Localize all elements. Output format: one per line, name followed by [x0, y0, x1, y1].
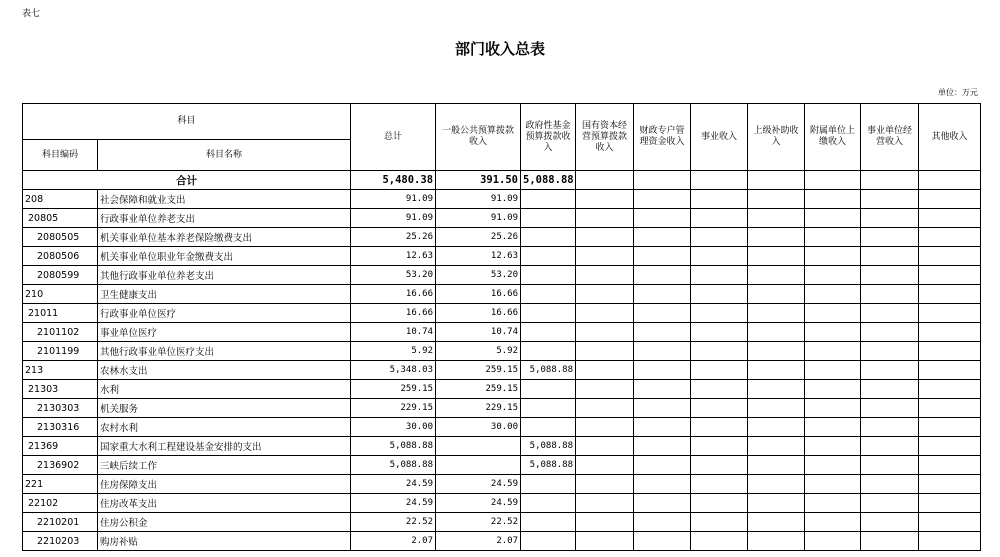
subject-name-cell: 其他行政事业单位养老支出	[98, 266, 351, 285]
total-sum: 5,480.38	[351, 171, 436, 190]
empty-cell	[919, 456, 981, 475]
empty-cell	[634, 361, 691, 380]
subject-name-cell: 其他行政事业单位医疗支出	[98, 342, 351, 361]
empty-cell	[919, 532, 981, 551]
total-empty-cell	[861, 171, 919, 190]
empty-cell	[748, 475, 805, 494]
subject-code-cell: 2130316	[23, 418, 98, 437]
total-empty-cell	[919, 171, 981, 190]
table-row	[23, 475, 981, 494]
general-budget-cell: 10.74	[436, 323, 521, 342]
empty-cell	[576, 513, 634, 532]
total-fund: 5,088.88	[521, 171, 576, 190]
subject-code-cell: 22102	[23, 494, 98, 513]
empty-cell	[576, 228, 634, 247]
total-cell: 30.00	[351, 418, 436, 437]
empty-cell	[861, 456, 919, 475]
general-budget-cell: 91.09	[436, 209, 521, 228]
general-budget-cell: 30.00	[436, 418, 521, 437]
empty-cell	[691, 323, 748, 342]
empty-cell	[919, 228, 981, 247]
empty-cell	[691, 247, 748, 266]
empty-cell	[576, 209, 634, 228]
empty-cell	[634, 285, 691, 304]
general-budget-cell: 16.66	[436, 304, 521, 323]
empty-cell	[691, 228, 748, 247]
gov-fund-cell	[521, 380, 576, 399]
empty-cell	[805, 456, 861, 475]
empty-cell	[805, 380, 861, 399]
empty-cell	[748, 532, 805, 551]
empty-cell	[691, 437, 748, 456]
total-general: 391.50	[436, 171, 521, 190]
empty-cell	[634, 228, 691, 247]
empty-cell	[691, 304, 748, 323]
empty-cell	[861, 209, 919, 228]
header-fiscal-special: 财政专户管理资金收入	[634, 104, 691, 171]
total-cell: 91.09	[351, 190, 436, 209]
empty-cell	[919, 437, 981, 456]
header-total: 总计	[351, 104, 436, 171]
subject-code-cell: 208	[23, 190, 98, 209]
table-row	[23, 342, 981, 361]
empty-cell	[748, 228, 805, 247]
subject-name-cell: 机关事业单位职业年金缴费支出	[98, 247, 351, 266]
gov-fund-cell	[521, 532, 576, 551]
table-row	[23, 399, 981, 418]
empty-cell	[634, 494, 691, 513]
general-budget-cell	[436, 437, 521, 456]
total-label: 合计	[23, 171, 351, 190]
empty-cell	[576, 494, 634, 513]
gov-fund-cell	[521, 190, 576, 209]
subject-code-cell: 2101199	[23, 342, 98, 361]
table-row	[23, 285, 981, 304]
total-cell: 12.63	[351, 247, 436, 266]
empty-cell	[691, 418, 748, 437]
empty-cell	[748, 342, 805, 361]
gov-fund-cell	[521, 418, 576, 437]
general-budget-cell: 229.15	[436, 399, 521, 418]
empty-cell	[748, 304, 805, 323]
empty-cell	[805, 209, 861, 228]
table-row	[23, 266, 981, 285]
empty-cell	[805, 266, 861, 285]
subject-code-cell: 2210201	[23, 513, 98, 532]
gov-fund-cell: 5,088.88	[521, 437, 576, 456]
subject-code-cell: 20805	[23, 209, 98, 228]
table-tag: 表七	[22, 9, 41, 19]
total-empty-cell	[748, 171, 805, 190]
empty-cell	[691, 380, 748, 399]
subject-name-cell: 住房改革支出	[98, 494, 351, 513]
gov-fund-cell	[521, 304, 576, 323]
empty-cell	[748, 437, 805, 456]
empty-cell	[634, 456, 691, 475]
header-operating: 事业单位经营收入	[861, 104, 919, 171]
empty-cell	[919, 475, 981, 494]
total-empty-cell	[805, 171, 861, 190]
empty-cell	[805, 399, 861, 418]
empty-cell	[576, 247, 634, 266]
empty-cell	[634, 190, 691, 209]
general-budget-cell: 12.63	[436, 247, 521, 266]
subject-name-cell: 事业单位医疗	[98, 323, 351, 342]
subject-code-cell: 2136902	[23, 456, 98, 475]
general-budget-cell: 5.92	[436, 342, 521, 361]
empty-cell	[919, 190, 981, 209]
subject-name-cell: 农林水支出	[98, 361, 351, 380]
empty-cell	[919, 323, 981, 342]
empty-cell	[805, 532, 861, 551]
total-cell: 24.59	[351, 494, 436, 513]
empty-cell	[691, 532, 748, 551]
total-cell: 229.15	[351, 399, 436, 418]
empty-cell	[691, 190, 748, 209]
empty-cell	[576, 266, 634, 285]
empty-cell	[576, 342, 634, 361]
empty-cell	[748, 380, 805, 399]
empty-cell	[805, 513, 861, 532]
empty-cell	[805, 342, 861, 361]
table-row	[23, 456, 981, 475]
empty-cell	[748, 399, 805, 418]
empty-cell	[919, 361, 981, 380]
empty-cell	[634, 475, 691, 494]
empty-cell	[861, 285, 919, 304]
empty-cell	[748, 190, 805, 209]
empty-cell	[805, 247, 861, 266]
empty-cell	[805, 228, 861, 247]
gov-fund-cell	[521, 209, 576, 228]
empty-cell	[748, 456, 805, 475]
general-budget-cell	[436, 456, 521, 475]
gov-fund-cell	[521, 323, 576, 342]
total-empty-cell	[691, 171, 748, 190]
empty-cell	[691, 494, 748, 513]
empty-cell	[861, 323, 919, 342]
gov-fund-cell: 5,088.88	[521, 456, 576, 475]
empty-cell	[576, 418, 634, 437]
total-cell: 22.52	[351, 513, 436, 532]
empty-cell	[576, 323, 634, 342]
empty-cell	[691, 475, 748, 494]
general-budget-cell: 16.66	[436, 285, 521, 304]
header-state-capital: 国有资本经营预算拨款收入	[576, 104, 634, 171]
subject-code-cell: 213	[23, 361, 98, 380]
subject-name-cell: 社会保障和就业支出	[98, 190, 351, 209]
total-cell: 91.09	[351, 209, 436, 228]
total-cell: 2.07	[351, 532, 436, 551]
general-budget-cell: 259.15	[436, 380, 521, 399]
empty-cell	[576, 456, 634, 475]
unit-label: 单位：万元	[938, 88, 978, 97]
empty-cell	[634, 247, 691, 266]
gov-fund-cell	[521, 228, 576, 247]
general-budget-cell: 22.52	[436, 513, 521, 532]
general-budget-cell: 2.07	[436, 532, 521, 551]
header-name: 科目名称	[98, 140, 351, 171]
total-cell: 16.66	[351, 304, 436, 323]
empty-cell	[861, 494, 919, 513]
empty-cell	[691, 266, 748, 285]
total-cell: 16.66	[351, 285, 436, 304]
empty-cell	[748, 323, 805, 342]
empty-cell	[748, 209, 805, 228]
empty-cell	[805, 285, 861, 304]
header-code: 科目编码	[23, 140, 98, 171]
empty-cell	[748, 418, 805, 437]
income-table	[22, 103, 981, 551]
empty-cell	[805, 475, 861, 494]
table-row	[23, 513, 981, 532]
total-cell: 5.92	[351, 342, 436, 361]
subject-code-cell: 2130303	[23, 399, 98, 418]
empty-cell	[805, 361, 861, 380]
empty-cell	[691, 342, 748, 361]
empty-cell	[634, 209, 691, 228]
table-row	[23, 437, 981, 456]
empty-cell	[576, 399, 634, 418]
total-cell: 5,088.88	[351, 456, 436, 475]
gov-fund-cell	[521, 266, 576, 285]
subject-name-cell: 水利	[98, 380, 351, 399]
empty-cell	[805, 494, 861, 513]
empty-cell	[576, 380, 634, 399]
subject-name-cell: 机关事业单位基本养老保险缴费支出	[98, 228, 351, 247]
empty-cell	[634, 380, 691, 399]
empty-cell	[634, 266, 691, 285]
table-row	[23, 494, 981, 513]
empty-cell	[861, 475, 919, 494]
empty-cell	[919, 247, 981, 266]
table-row	[23, 380, 981, 399]
empty-cell	[748, 266, 805, 285]
empty-cell	[576, 361, 634, 380]
gov-fund-cell	[521, 247, 576, 266]
gov-fund-cell	[521, 475, 576, 494]
empty-cell	[634, 342, 691, 361]
gov-fund-cell	[521, 285, 576, 304]
subject-code-cell: 2101102	[23, 323, 98, 342]
empty-cell	[691, 209, 748, 228]
header-business: 事业收入	[691, 104, 748, 171]
table-row	[23, 228, 981, 247]
empty-cell	[691, 399, 748, 418]
empty-cell	[748, 361, 805, 380]
empty-cell	[748, 285, 805, 304]
empty-cell	[576, 190, 634, 209]
empty-cell	[691, 513, 748, 532]
general-budget-cell: 24.59	[436, 475, 521, 494]
total-cell: 5,348.03	[351, 361, 436, 380]
subject-name-cell: 卫生健康支出	[98, 285, 351, 304]
empty-cell	[861, 266, 919, 285]
table-row	[23, 532, 981, 551]
empty-cell	[861, 380, 919, 399]
empty-cell	[919, 418, 981, 437]
empty-cell	[919, 380, 981, 399]
total-row	[23, 171, 981, 190]
empty-cell	[861, 304, 919, 323]
gov-fund-cell	[521, 494, 576, 513]
header-general-budget: 一般公共预算拨款收入	[436, 104, 521, 171]
empty-cell	[861, 513, 919, 532]
subject-code-cell: 221	[23, 475, 98, 494]
total-empty-cell	[576, 171, 634, 190]
empty-cell	[576, 304, 634, 323]
empty-cell	[805, 304, 861, 323]
empty-cell	[861, 190, 919, 209]
empty-cell	[748, 494, 805, 513]
general-budget-cell: 259.15	[436, 361, 521, 380]
total-cell: 259.15	[351, 380, 436, 399]
empty-cell	[861, 532, 919, 551]
subject-code-cell: 21369	[23, 437, 98, 456]
empty-cell	[576, 285, 634, 304]
subject-name-cell: 购房补贴	[98, 532, 351, 551]
total-cell: 24.59	[351, 475, 436, 494]
total-cell: 53.20	[351, 266, 436, 285]
subject-code-cell: 21011	[23, 304, 98, 323]
general-budget-cell: 53.20	[436, 266, 521, 285]
header-affiliated: 附属单位上缴收入	[805, 104, 861, 171]
empty-cell	[691, 361, 748, 380]
subject-name-cell: 机关服务	[98, 399, 351, 418]
subject-name-cell: 行政事业单位养老支出	[98, 209, 351, 228]
general-budget-cell: 24.59	[436, 494, 521, 513]
header-subject: 科目	[23, 104, 351, 140]
subject-code-cell: 21303	[23, 380, 98, 399]
subject-name-cell: 三峡后续工作	[98, 456, 351, 475]
table-row	[23, 190, 981, 209]
empty-cell	[634, 304, 691, 323]
empty-cell	[861, 361, 919, 380]
subject-code-cell: 2080506	[23, 247, 98, 266]
empty-cell	[861, 342, 919, 361]
subject-code-cell: 210	[23, 285, 98, 304]
total-empty-cell	[634, 171, 691, 190]
empty-cell	[919, 513, 981, 532]
empty-cell	[805, 190, 861, 209]
table-row	[23, 323, 981, 342]
empty-cell	[861, 247, 919, 266]
empty-cell	[919, 209, 981, 228]
empty-cell	[919, 285, 981, 304]
subject-code-cell: 2080599	[23, 266, 98, 285]
header-gov-fund: 政府性基金预算拨款收入	[521, 104, 576, 171]
total-cell: 5,088.88	[351, 437, 436, 456]
empty-cell	[919, 494, 981, 513]
gov-fund-cell	[521, 342, 576, 361]
empty-cell	[691, 285, 748, 304]
subject-name-cell: 住房公积金	[98, 513, 351, 532]
empty-cell	[576, 532, 634, 551]
empty-cell	[861, 399, 919, 418]
table-row	[23, 418, 981, 437]
subject-name-cell: 国家重大水利工程建设基金安排的支出	[98, 437, 351, 456]
table-row	[23, 361, 981, 380]
empty-cell	[919, 304, 981, 323]
empty-cell	[861, 437, 919, 456]
subject-code-cell: 2210203	[23, 532, 98, 551]
empty-cell	[634, 513, 691, 532]
empty-cell	[861, 418, 919, 437]
empty-cell	[805, 418, 861, 437]
subject-name-cell: 住房保障支出	[98, 475, 351, 494]
subject-name-cell: 农村水利	[98, 418, 351, 437]
empty-cell	[748, 247, 805, 266]
empty-cell	[861, 228, 919, 247]
gov-fund-cell	[521, 399, 576, 418]
gov-fund-cell	[521, 513, 576, 532]
empty-cell	[919, 399, 981, 418]
empty-cell	[634, 437, 691, 456]
table-row	[23, 247, 981, 266]
table-row	[23, 304, 981, 323]
page-title: 部门收入总表	[454, 40, 545, 58]
empty-cell	[805, 323, 861, 342]
gov-fund-cell: 5,088.88	[521, 361, 576, 380]
empty-cell	[919, 266, 981, 285]
subject-name-cell: 行政事业单位医疗	[98, 304, 351, 323]
table-row	[23, 209, 981, 228]
empty-cell	[748, 513, 805, 532]
empty-cell	[576, 437, 634, 456]
empty-cell	[919, 342, 981, 361]
total-cell: 10.74	[351, 323, 436, 342]
empty-cell	[634, 418, 691, 437]
empty-cell	[634, 532, 691, 551]
general-budget-cell: 25.26	[436, 228, 521, 247]
empty-cell	[634, 323, 691, 342]
general-budget-cell: 91.09	[436, 190, 521, 209]
header-other: 其他收入	[919, 104, 981, 171]
header-superior-subsidy: 上级补助收入	[748, 104, 805, 171]
empty-cell	[805, 437, 861, 456]
empty-cell	[576, 475, 634, 494]
empty-cell	[634, 399, 691, 418]
empty-cell	[691, 456, 748, 475]
total-cell: 25.26	[351, 228, 436, 247]
subject-code-cell: 2080505	[23, 228, 98, 247]
